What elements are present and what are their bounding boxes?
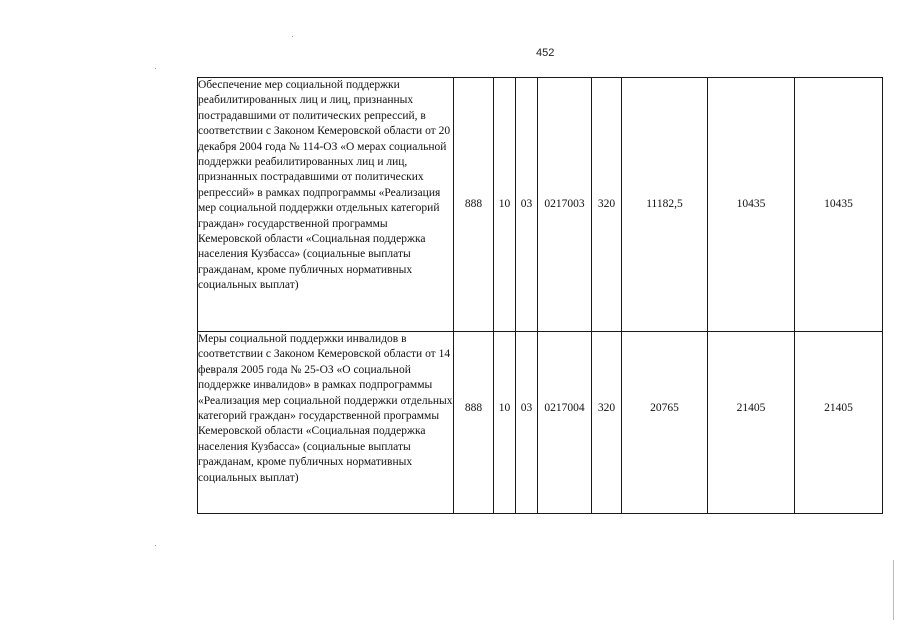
ministry-code: 888: [464, 197, 483, 210]
amount-3: 10435: [824, 197, 853, 210]
amount-1-cell: [622, 332, 708, 514]
budget-table: [197, 77, 883, 514]
row-description: Меры социальной поддержки инвалидов в соответствии с Законом Кемеровской области от 14 февраля 2005 года № 25-ОЗ «О социальной поддержке инвалидов» в рамках подпрограммы «Реализация мер социальной поддержки отдельных категорий граждан» государственной программы Кемеровской области «Социальная поддержка населения Кузбасса» (социальные выплаты гражданам, кроме публичных нормативных социальных выплат): [198, 332, 454, 514]
table-row: [198, 78, 883, 332]
amount-1: 20765: [650, 401, 679, 414]
target-article-code: 0217004: [544, 401, 585, 414]
table-row: [198, 332, 883, 514]
subsection-code-cell: [516, 332, 538, 514]
amount-2: 10435: [736, 197, 766, 210]
scan-speck: [155, 68, 156, 69]
section-code: 10: [498, 197, 511, 210]
scan-speck: [155, 545, 156, 546]
section-code-cell: [494, 78, 516, 332]
amount-3-cell: [795, 78, 883, 332]
target-article-cell: [538, 78, 592, 332]
amount-3: 21405: [824, 401, 853, 414]
expense-type-code: 320: [597, 197, 616, 210]
subsection-code: 03: [520, 197, 533, 210]
ministry-code: 888: [464, 401, 483, 414]
scan-edge-mark: [893, 560, 894, 620]
subsection-code: 03: [520, 401, 533, 414]
amount-3-cell: [795, 332, 883, 514]
expense-type-code: 320: [597, 401, 616, 414]
amount-2-cell: [708, 332, 795, 514]
row-description: Обеспечение мер социальной поддержки реабилитированных лиц и лиц, признанных пострадавшими от политических репрессий, в соответствии с Законом Кемеровской области от 20 декабря 2004 года № 114-ОЗ «О мерах социальной поддержки реабилитированных лиц и лиц, признанных пострадавшими от политических репрессий» в рамках подпрограммы «Реализация мер социальной поддержки отдельных категорий граждан» государственной программы Кемеровской области «Социальная поддержка населения Кузбасса» (социальные выплаты гражданам, кроме публичных нормативных социальных выплат): [198, 78, 454, 332]
page-number: 452: [536, 47, 555, 59]
amount-2-cell: [708, 78, 795, 332]
amount-1: 11182,5: [646, 197, 683, 210]
target-article-cell: [538, 332, 592, 514]
scan-speck: [292, 36, 293, 37]
subsection-code-cell: [516, 78, 538, 332]
section-code: 10: [498, 401, 511, 414]
ministry-code-cell: [454, 78, 494, 332]
expense-type-cell: [592, 332, 622, 514]
target-article-code: 0217003: [544, 197, 585, 210]
amount-1-cell: [622, 78, 708, 332]
expense-type-cell: [592, 78, 622, 332]
ministry-code-cell: [454, 332, 494, 514]
section-code-cell: [494, 332, 516, 514]
amount-2: 21405: [736, 401, 766, 414]
